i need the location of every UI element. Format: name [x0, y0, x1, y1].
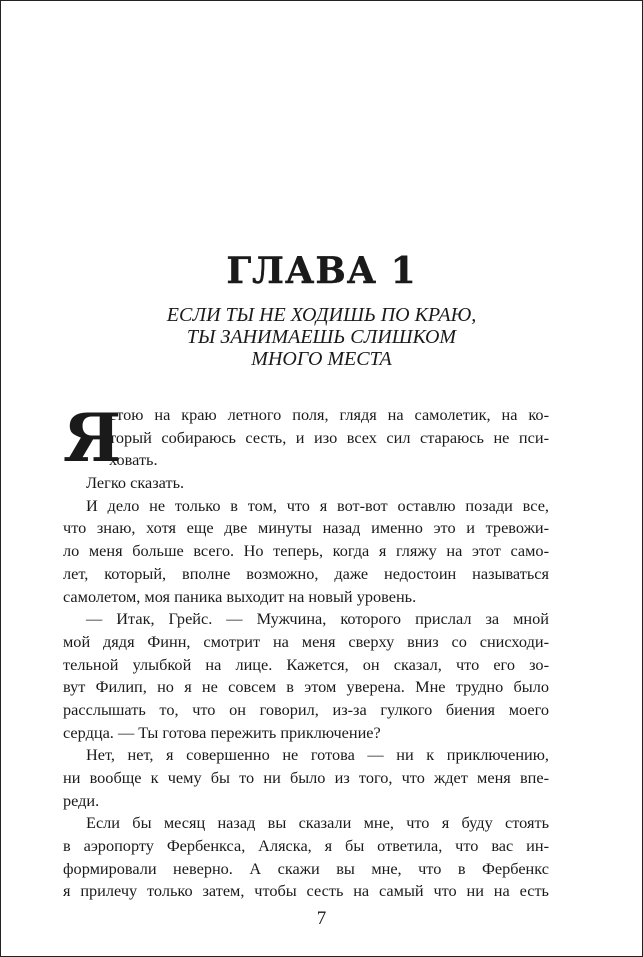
text-line: вут Филип, но я не совсем в этом уверена. Мне трудно было	[63, 677, 549, 697]
chapter-subtitle	[1, 304, 642, 370]
text-line: я прилечу только затем, чтобы сесть на самый что ни на есть	[63, 881, 549, 901]
drop-cap: Я	[63, 399, 122, 477]
text-line: Если бы месяц назад вы сказали мне, что я буду стоять	[86, 813, 549, 833]
subtitle-line: МНОГО МЕСТА	[251, 348, 392, 370]
text-line: Легко сказать.	[86, 473, 185, 493]
chapter-title	[1, 249, 642, 294]
subtitle-line: ТЫ ЗАНИМАЕШЬ СЛИШКОМ	[186, 326, 457, 348]
text-line: тельной улыбкой на лице. Кажется, он сказал, что его зо-	[63, 654, 549, 674]
chapter-heading: ГЛАВА 1	[226, 250, 417, 292]
text-line: самолетом, моя паника выходит на новый уровень.	[63, 586, 417, 606]
text-line: лет, который, вполне возможно, даже недостоин называться	[63, 563, 549, 583]
text-line: — Итак, Грейс. — Мужчина, которого прислал за мной	[86, 609, 549, 629]
text-line: в аэропорту Фербенкса, Аляска, я бы ответила, что вас ин-	[63, 836, 549, 856]
text-line: ни вообще к чему бы то ни было из того, что ждет меня впе-	[63, 768, 549, 787]
text-line: стою на краю летного поля, глядя на самолетик, на ко-	[109, 405, 549, 424]
text-line: формировали неверно. А скажи вы мне, что в Фербенкс	[63, 858, 549, 878]
text-line: ховать.	[109, 450, 158, 470]
text-line: ло меня больше всего. Но теперь, когда я гляжу на этот само-	[63, 541, 549, 561]
text-line: И дело не только в том, что я вот-вот оставлю позади все,	[86, 495, 549, 515]
body-text	[63, 399, 549, 903]
text-line: что знаю, хотя еще две минуты назад именно это и тревожи-	[63, 518, 549, 538]
text-line: реди.	[63, 790, 100, 810]
text-line: сердца. — Ты готова пережить приключение?	[63, 722, 381, 742]
page-number: 7	[316, 908, 327, 929]
text-line: мой дядя Финн, смотрит на меня сверху вниз со снисходи-	[63, 631, 549, 651]
subtitle-line: ЕСЛИ ТЫ НЕ ХОДИШЬ ПО КРАЮ,	[166, 304, 477, 326]
text-line: расслышать то, что он говорил, из-за гулкого биения моего	[63, 699, 549, 719]
text-line: Нет, нет, я совершенно не готова — ни к приключению,	[86, 745, 549, 765]
text-line: торый собираюсь сесть, и изо всех сил стараюсь не пси-	[109, 427, 549, 447]
